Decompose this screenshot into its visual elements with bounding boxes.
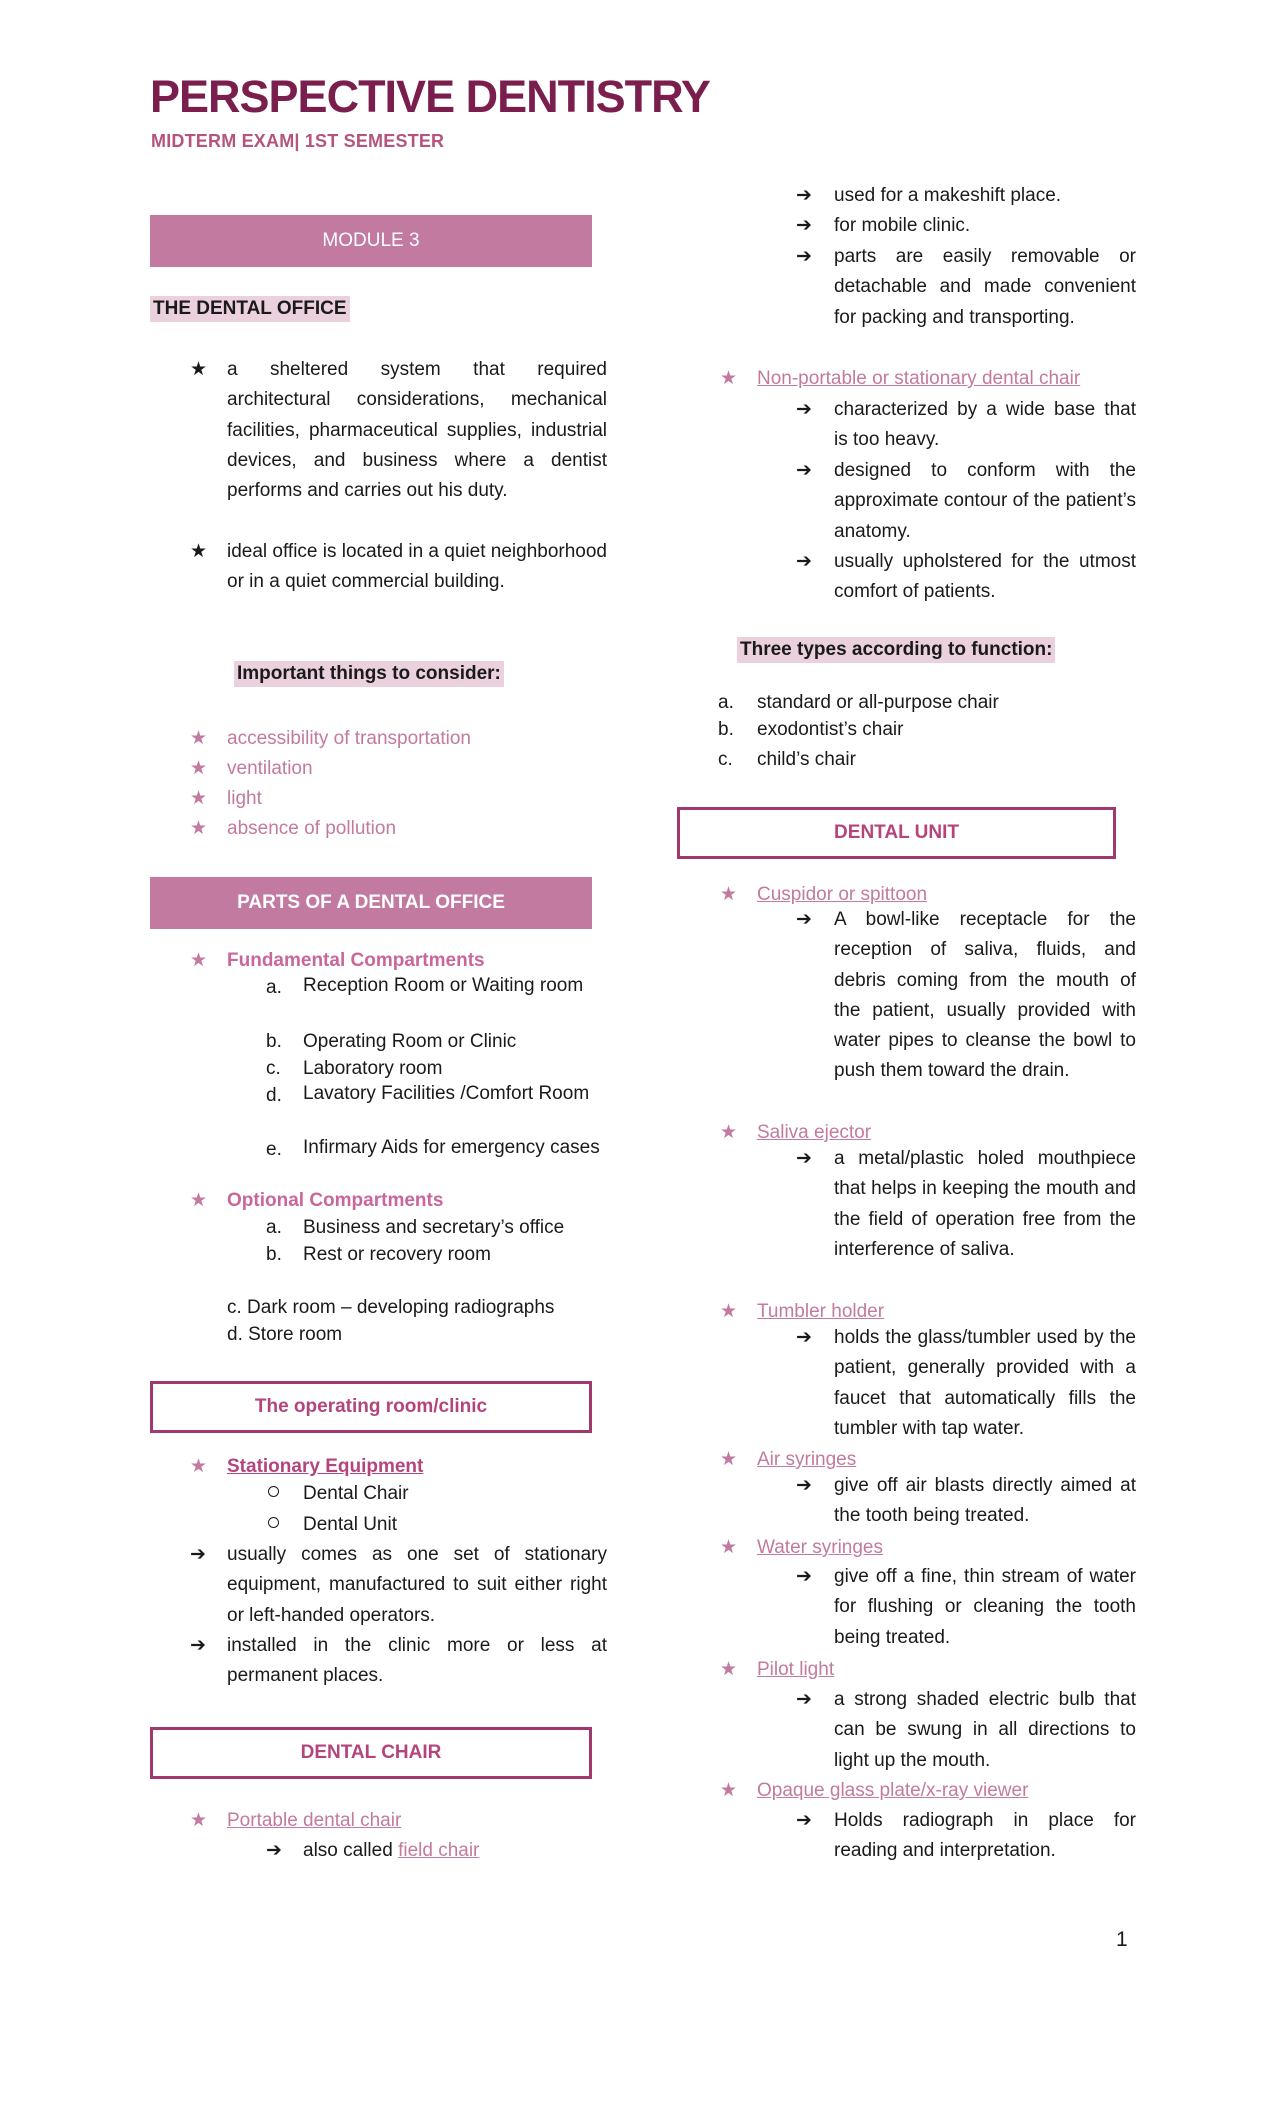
unit-note-air-syringes: give off air blasts directly aimed at the tooth being treated. [834,1475,1136,1527]
nonportable-note: designed to conform with the approximate contour of the patient’s anatomy. [834,460,1136,542]
unit-label-air-syringes[interactable]: Air syringes [757,1449,857,1470]
stationary-item: Dental Unit [303,1514,397,1535]
star-icon: ★ [190,728,208,749]
stationary-note: usually comes as one set of stationary equipment, manufactured to suit either right or left-handed operators. [227,1544,607,1626]
portable-detail: parts are easily removable or detachable and made convenient for packing and transporting. [834,246,1136,328]
parts-banner [150,877,592,929]
star-icon: ★ [720,1659,738,1680]
list-letter: b. [266,1244,282,1265]
operating-banner-label: The operating room/clinic [254,1396,488,1417]
portable-note-prefix: also called [303,1840,393,1861]
arrow-icon: ➔ [796,399,812,420]
arrow-icon: ➔ [796,460,812,481]
star-icon: ★ [190,788,208,809]
consider-item: ventilation [227,758,313,779]
fundamental-item: Lavatory Facilities /Comfort Room [303,1083,590,1104]
circle-icon [268,1486,279,1497]
list-letter: a. [266,977,282,998]
module-banner [150,215,592,267]
optional-item: Business and secretary’s office [303,1217,565,1238]
operating-banner [150,1381,592,1433]
unit-note-cuspidor: A bowl-like receptacle for the reception of saliva, fluids, and debris coming from the mouth of the patient, usually provided with water pipes to cleanse the bowl to push them toward the drain. [834,909,1136,1082]
arrow-icon: ➔ [796,185,812,206]
unit-label-saliva-ejector[interactable]: Saliva ejector [757,1122,872,1143]
unit-note-saliva-ejector: a metal/plastic holed mouthpiece that helps in keeping the mouth and the field of operation free from the interference of saliva. [834,1148,1136,1260]
page-subtitle: MIDTERM EXAM| 1ST SEMESTER [151,131,445,151]
fundamental-item: Laboratory room [303,1058,443,1079]
unit-label-tumbler-holder[interactable]: Tumbler holder [757,1301,885,1322]
circle-icon [268,1517,279,1528]
portable-detail: for mobile clinic. [834,215,971,236]
type-item: exodontist’s chair [757,719,904,740]
arrow-icon: ➔ [796,1148,812,1169]
list-letter: d. [266,1085,282,1106]
unit-label-cuspidor[interactable]: Cuspidor or spittoon [757,884,928,905]
fundamental-label: Fundamental Compartments [227,950,485,971]
nonportable-note: characterized by a wide base that is too heavy. [834,399,1136,451]
list-letter: b. [718,719,734,740]
dental-office-heading: THE DENTAL OFFICE [150,296,350,322]
page-title: PERSPECTIVE DENTISTRY [150,71,710,122]
fundamental-item: Operating Room or Clinic [303,1031,517,1052]
page-number: 1 [1116,1928,1128,1951]
optional-extra: c. Dark room – developing radiographs [227,1297,555,1318]
optional-extra: d. Store room [227,1324,343,1345]
arrow-icon: ➔ [266,1840,282,1861]
arrow-icon: ➔ [796,1327,812,1348]
star-icon: ★ [720,1537,738,1558]
arrow-icon: ➔ [796,246,812,267]
optional-label: Optional Compartments [227,1190,444,1211]
list-letter: e. [266,1139,282,1160]
office-bullet-1: a sheltered system that required architectural considerations, mechanical facilities, pharmaceutical supplies, industrial devices, and business where a dentist performs and carries out his duty. [227,359,607,502]
portable-detail: used for a makeshift place. [834,185,1062,206]
consider-item: absence of pollution [227,818,397,839]
parts-banner-label: PARTS OF A DENTAL OFFICE [237,892,505,913]
arrow-icon: ➔ [796,551,812,572]
list-letter: c. [266,1058,281,1079]
type-item: child’s chair [757,749,856,770]
stationary-item: Dental Chair [303,1483,409,1504]
dental-chair-banner-label: DENTAL CHAIR [300,1742,442,1763]
list-letter: b. [266,1031,282,1052]
star-icon: ★ [190,1810,208,1831]
field-chair-link[interactable]: field chair [398,1840,480,1861]
nonportable-note: usually upholstered for the utmost comfort of patients. [834,551,1136,603]
star-icon: ★ [190,950,208,971]
arrow-icon: ➔ [796,1810,812,1831]
arrow-icon: ➔ [190,1544,206,1565]
star-icon: ★ [190,818,208,839]
consider-heading: Important things to consider: [234,661,504,687]
portable-note [303,1836,479,1866]
star-icon: ★ [190,541,208,562]
unit-note-xray-viewer: Holds radiograph in place for reading and interpretation. [834,1810,1136,1862]
star-icon: ★ [190,1190,208,1211]
fundamental-item: Reception Room or Waiting room [303,975,584,996]
star-icon: ★ [720,884,738,905]
type-item: standard or all-purpose chair [757,692,999,713]
list-letter: c. [718,749,733,770]
star-icon: ★ [720,1122,738,1143]
unit-note-tumbler-holder: holds the glass/tumbler used by the patient, generally provided with a faucet that automatically fills the tumbler with tap water. [834,1327,1136,1439]
module-label: MODULE 3 [322,230,420,251]
star-icon: ★ [190,1456,208,1477]
unit-label-water-syringes[interactable]: Water syringes [757,1537,883,1558]
star-icon: ★ [190,758,208,779]
arrow-icon: ➔ [190,1635,206,1656]
office-bullet-2: ideal office is located in a quiet neighborhood or in a quiet commercial building. [227,541,607,593]
list-letter: a. [718,692,734,713]
arrow-icon: ➔ [796,1475,812,1496]
consider-item: accessibility of transportation [227,728,471,749]
consider-item: light [227,788,262,809]
fundamental-item: Infirmary Aids for emergency cases [303,1137,600,1158]
unit-note-water-syringes: give off a fine, thin stream of water for flushing or cleaning the tooth being treated. [834,1566,1136,1648]
unit-note-pilot-light: a strong shaded electric bulb that can be swung in all directions to light up the mouth. [834,1689,1136,1771]
star-icon: ★ [720,368,738,389]
list-letter: a. [266,1217,282,1238]
nonportable-label[interactable]: Non-portable or stationary dental chair [757,368,1081,389]
portable-label[interactable]: Portable dental chair [227,1810,402,1831]
dental-unit-banner-label: DENTAL UNIT [834,822,959,843]
stationary-label: Stationary Equipment [227,1456,424,1477]
stationary-note: installed in the clinic more or less at permanent places. [227,1635,607,1687]
optional-item: Rest or recovery room [303,1244,491,1265]
dental-chair-banner [150,1727,592,1779]
star-icon: ★ [720,1449,738,1470]
star-icon: ★ [720,1780,738,1801]
types-heading: Three types according to function: [737,637,1055,663]
dental-unit-banner [677,807,1116,859]
arrow-icon: ➔ [796,215,812,236]
star-icon: ★ [190,359,208,380]
arrow-icon: ➔ [796,1566,812,1587]
arrow-icon: ➔ [796,1689,812,1710]
star-icon: ★ [720,1301,738,1322]
unit-label-pilot-light[interactable]: Pilot light [757,1659,835,1680]
arrow-icon: ➔ [796,909,812,930]
unit-label-xray-viewer[interactable]: Opaque glass plate/x-ray viewer [757,1780,1029,1801]
